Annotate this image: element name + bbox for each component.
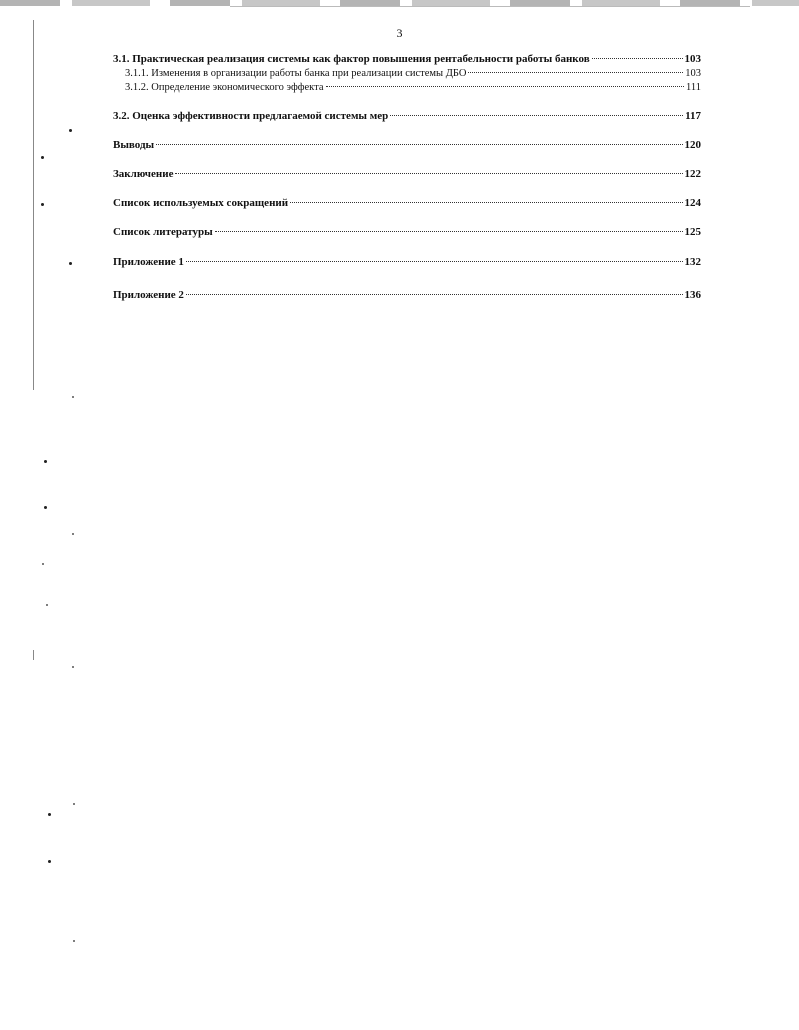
toc-entry-page: 125: [684, 226, 701, 238]
toc-entry: [113, 226, 701, 239]
toc-leader-dots: [390, 115, 683, 116]
toc-leader-dots: [186, 261, 683, 262]
toc-entry-label: Приложение 1: [113, 256, 184, 268]
toc-entry: [113, 289, 701, 302]
toc-leader-dots: [326, 86, 685, 87]
scan-speck: [72, 396, 74, 398]
scan-speck: [72, 533, 74, 535]
scan-artifact-left-edge: [33, 650, 34, 660]
scan-speck: [48, 813, 51, 816]
toc-entry: [113, 256, 701, 269]
toc-entry: [113, 197, 701, 210]
toc-leader-dots: [290, 202, 682, 203]
page-number: 3: [396, 26, 403, 40]
scan-speck: [72, 666, 74, 668]
toc-entry: [113, 139, 701, 152]
scan-speck: [41, 203, 44, 206]
toc-entry-page: 103: [685, 68, 701, 79]
scan-speck: [48, 860, 51, 863]
toc-entry: [113, 110, 701, 123]
toc-leader-dots: [156, 144, 682, 145]
toc-leader-dots: [468, 72, 683, 73]
toc-entry-label: 3.1.1. Изменения в организации работы банка при реализации системы ДБО: [125, 68, 467, 79]
scan-speck: [41, 156, 44, 159]
scan-speck: [44, 460, 47, 463]
toc-entry-page: 111: [686, 82, 701, 93]
toc-entry-label: Заключение: [113, 168, 174, 180]
toc-entry-label: Список литературы: [113, 226, 213, 238]
toc-entry: [125, 67, 701, 80]
toc-entry-page: 103: [684, 53, 701, 65]
toc-entry-page: 132: [684, 256, 701, 268]
scan-artifact-left-edge: [33, 20, 34, 390]
scan-artifact-line: [230, 6, 750, 7]
toc-entry: [125, 81, 701, 94]
toc-entry: [113, 168, 701, 181]
scan-speck: [73, 803, 75, 805]
toc-entry: [113, 53, 701, 66]
toc-entry-label: Выводы: [113, 139, 155, 151]
scan-speck: [69, 129, 72, 132]
toc-entry-label: 3.1. Практическая реализация системы как фактор повышения рентабельности работы банков: [113, 53, 590, 65]
toc-entry-page: 117: [685, 110, 701, 122]
toc-entry-page: 120: [684, 139, 701, 151]
toc-entry-label: 3.1.2. Определение экономического эффекта: [125, 82, 324, 93]
toc-entry-label: Приложение 2: [113, 289, 184, 301]
scan-speck: [73, 940, 75, 942]
scan-speck: [69, 262, 72, 265]
toc-leader-dots: [592, 58, 683, 59]
toc-entry-label: Список используемых сокращений: [113, 197, 289, 209]
toc-leader-dots: [175, 173, 682, 174]
toc-leader-dots: [215, 231, 683, 232]
toc-entry-page: 122: [684, 168, 701, 180]
toc-entry-page: 124: [684, 197, 701, 209]
toc-entry-page: 136: [684, 289, 701, 301]
scan-speck: [44, 506, 47, 509]
toc-leader-dots: [186, 294, 683, 295]
scan-speck: [46, 604, 48, 606]
scan-speck: [42, 563, 44, 565]
toc-entry-label: 3.2. Оценка эффективности предлагаемой системы мер: [113, 110, 389, 122]
